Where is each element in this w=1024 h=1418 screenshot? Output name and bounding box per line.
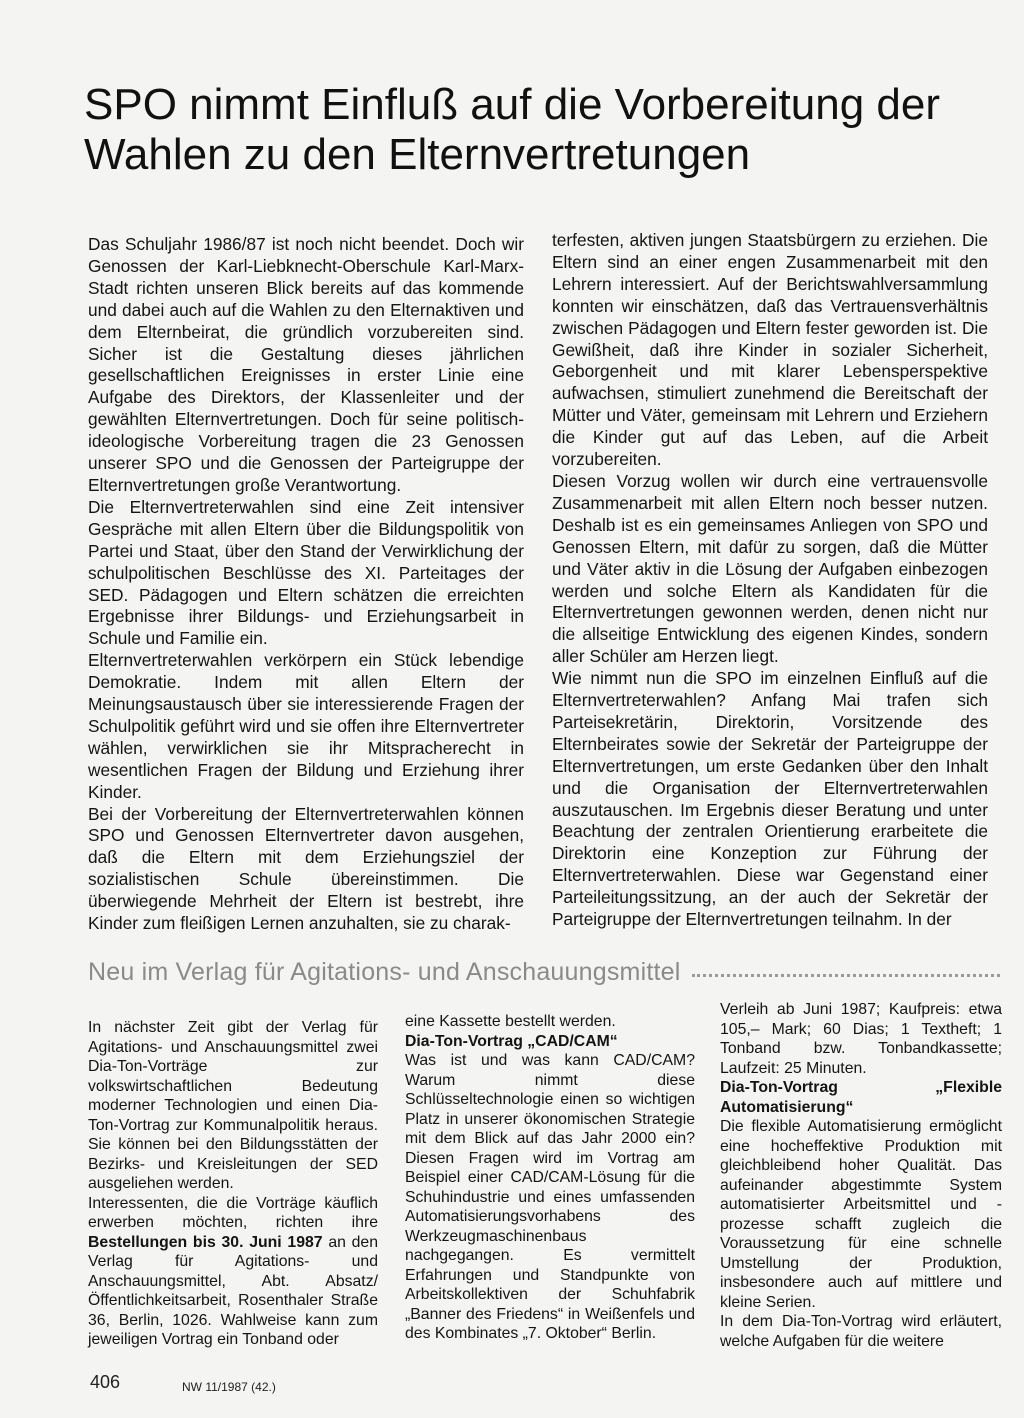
- announcement-column-1: [88, 1018, 378, 1350]
- announcement-paragraph: Die flexible Automatisierung ermöglicht eine hocheffektive Produktion mit gleichbleibend hoher Qualität. Das aufeinander abgestimmte System automatisierter Arbeitsmittel und -prozesse schafft zugleich die Voraussetzung für eine schnelle Umstellung der Produktion, insbesondere auch auf mittlere und kleine Serien.: [720, 1118, 1002, 1311]
- order-deadline: Bestellungen bis 30. Juni 1987: [88, 1233, 323, 1251]
- page-number: 406: [90, 1372, 121, 1392]
- announcement-column-2: [405, 1012, 695, 1344]
- article-paragraph: Elternvertreterwahlen verkörpern ein Stück lebendige Demokratie. Indem mit allen Eltern der Meinungsaustausch über sie interessierende Fragen der Schulpolitik geführt wird und sie offen ihre Elternvertreter wählen, verwirklichen sie ihr Mitspracherecht in wesentlichen Fragen der Bildung und Erziehung ihrer Kinder.: [88, 650, 524, 802]
- announcement-paragraph: In dem Dia-Ton-Vortrag wird erläutert, welche Aufgaben für die weitere: [720, 1313, 1002, 1350]
- article-column-left: [88, 234, 524, 935]
- article-paragraph: Das Schuljahr 1986/87 ist noch nicht beendet. Doch wir Genossen der Karl-Liebknecht-Oberschule Karl-Marx-Stadt richten unseren Blick bereits auf das kommende und dabei auch auf die Wahlen zu den Elternaktiven und dem Elternbeirat, die gründlich vorzubereiten sind. Sicher ist die Gestaltung dieses jährlichen gesellschaftlichen Ereignisses in erster Linie eine Aufgabe des Direktors, der Klassenleiter und der gewählten Elternvertretungen. Doch für seine politisch-ideologische Vorbereitung tragen die 23 Genossen unserer SPO und die Genossen der Parteigruppe der Elternvertretungen große Verantwortung.: [88, 234, 524, 495]
- announcement-column-3: [720, 1000, 1002, 1351]
- section-title: Neu im Verlag für Agitations- und Anschauungsmittel: [88, 957, 681, 986]
- announcement-paragraph: In nächster Zeit gibt der Verlag für Agitations- und Anschauungsmittel zwei Dia-Ton-Vorträge zur volkswirtschaftlichen Bedeutung moderner Technologien und einen Dia-Ton-Vortrag zur Kommunalpolitik heraus. Sie können bei den Bildungsstätten der Bezirks- und Kreisleitungen der SED ausgeliehen werden.: [88, 1019, 378, 1192]
- article-paragraph: Bei der Vorbereitung der Elternvertreterwahlen können SPO und Genossen Elternvertreter davon ausgehen, daß die Eltern mit dem Erziehungsziel der sozialistischen Schule übereinstimmen. Die überwiegende Mehrheit der Eltern ist bestrebt, ihre Kinder zum fleißigen Lernen anzuhalten, sie zu charak-: [88, 803, 524, 934]
- article-paragraph: Diesen Vorzug wollen wir durch eine vertrauensvolle Zusammenarbeit mit allen Eltern noch besser nutzen. Deshalb ist es ein gemeinsames Anliegen von SPO und Genossen Eltern, mit dafür zu sorgen, daß die Mütter und Väter aktiv in die Lösung der Aufgaben einbezogen werden und solche Eltern als Kandidaten für die Elternvertretungen gewonnen werden, denen nicht nur die allseitige Entwicklung des eigenen Kindes, sondern aller Schüler am Herzen liegt.: [552, 470, 988, 667]
- lecture-heading-cad-cam: Dia-Ton-Vortrag „CAD/CAM“: [405, 1032, 618, 1050]
- announcement-paragraph: [88, 1194, 378, 1350]
- article-paragraph: terfesten, aktiven jungen Staatsbürgern zu erziehen. Die Eltern sind an einer engen Zusammenarbeit mit den Lehrern interessiert. Auf der Berichtswahlversammlung konnten wir einschätzen, daß das Vertrauensverhältnis zwischen Pädagogen und Eltern fester geworden ist. Die Gewißheit, daß ihre Kinder in sozialer Sicherheit, Geborgenheit und mit klarer Lebensperspektive aufwachsen, stimuliert zunehmend die Bereitschaft der Mütter und Väter, gemeinsam mit Lehrern und Erziehern die Kinder gut auf das Leben, auf die Arbeit vorzubereiten.: [552, 230, 988, 470]
- announcement-text: Interessenten, die die Vorträge käuflich erwerben möchten, richten ihre: [88, 1194, 378, 1231]
- article-paragraph: Wie nimmt nun die SPO im einzelnen Einfluß auf die Elternvertreterwahlen? Anfang Mai trafen sich Parteisekretärin, Direktorin, Vorsitzende des Elternbeirates sowie der Sekretär der Parteigruppe der Elternvertretungen, um erste Gedanken über den Inhalt und die Organisation der Elternvertreterwahlen auszutauschen. Im Ergebnis dieser Beratung und unter Beachtung der zentralen Orientierung erarbeitete die Direktorin eine Konzeption zur Führung der Elternvertreterwahlen. Diese war Gegenstand einer Parteileitungssitzung, an der auch der Sekretär der Parteigruppe der Elternvertretungen teilnahm. In der: [552, 668, 988, 930]
- announcement-paragraph: Verleih ab Juni 1987; Kaufpreis: etwa 105,– Mark; 60 Dias; 1 Textheft; 1 Tonband bzw. Tonbandkassette; Laufzeit: 25 Minuten.: [720, 1001, 1002, 1077]
- announcement-text: an den Verlag für Agitations- und Anschauungsmittel, Abt. Absatz/Öffentlichkeitsarbeit, Rosenthaler Straße 36, Berlin, 1026. Wahlweise kann zum jeweiligen Vortrag ein Tonband oder: [88, 1233, 378, 1348]
- article-headline: SPO nimmt Einfluß auf die Vorbereitung der Wahlen zu den Elternvertretungen: [84, 80, 940, 179]
- issue-label: NW 11/1987 (42.): [182, 1380, 276, 1394]
- article-paragraph: Die Elternvertreterwahlen sind eine Zeit intensiver Gespräche mit allen Eltern über die Bildungspolitik von Partei und Staat, über den Stand der Verwirklichung der schulpolitischen Beschlüsse des XI. Parteitages der SED. Pädagogen und Eltern schätzen die erreichten Ergebnisse ihrer Bildungs- und Erziehungsarbeit in Schule und Familie ein.: [88, 496, 524, 649]
- lecture-heading-flexible-automation: Dia-Ton-Vortrag „Flexible Automatisierung“: [720, 1079, 1002, 1116]
- section-header: [88, 952, 1000, 992]
- announcement-paragraph: Was ist und was kann CAD/CAM? Warum nimmt diese Schlüsseltechnologie einen so wichtigen Platz in unserer ökonomischen Strategie mit dem Blick auf das Jahr 2000 ein? Diesen Fragen wird im Vortrag am Beispiel einer CAD/CAM-Lösung für die Schuhindustrie und eines umfassenden Automatisierungsvorhabens des Werkzeugmaschinenbaus nachgegangen. Es vermittelt Erfahrungen und Standpunkte von Arbeitskollektiven der Schuhfabrik „Banner des Friedens“ in Weißenfels und des Kombinates „7. Oktober“ Berlin.: [405, 1052, 695, 1342]
- article-column-right: [552, 230, 988, 931]
- announcement-paragraph: eine Kassette bestellt werden.: [405, 1013, 616, 1030]
- section-divider: [692, 974, 1000, 977]
